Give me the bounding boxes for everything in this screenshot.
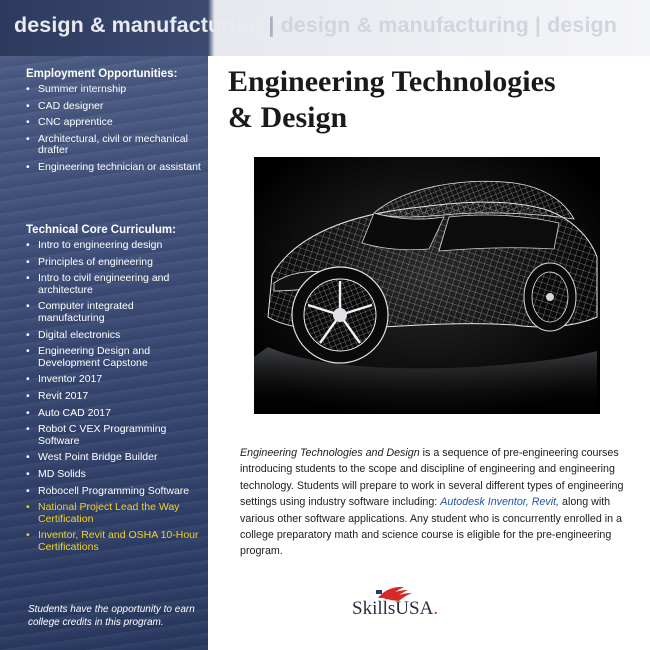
banner-text (14, 13, 617, 38)
skillsusa-logo (352, 584, 472, 624)
employment-heading: Employment Opportunities: (26, 68, 178, 80)
description-lead: Engineering Technologies and Design (240, 447, 420, 459)
logo-wordmark (352, 598, 438, 620)
logo-text: SkillsUSA (352, 598, 434, 619)
curriculum-item: • Robocell Programming Software (26, 486, 202, 498)
curriculum-item: • Computer integrated manufacturing (26, 301, 202, 324)
curriculum-item: • West Point Bridge Builder (26, 452, 202, 464)
banner-segment: design (547, 13, 618, 37)
curriculum-item: • Robot C VEX Programming Software (26, 424, 202, 447)
college-credits-note: Students have the opportunity to earn college credits in this program. (28, 604, 195, 628)
certification-item: • National Project Lead the Way Certification (26, 502, 202, 525)
logo-mark: . (433, 598, 439, 619)
banner-segment: design & manufacturing (14, 13, 263, 37)
employment-item: • Summer internship (26, 84, 202, 96)
employment-section (26, 68, 202, 179)
banner-segment: design & manufacturing (280, 13, 529, 37)
program-description (240, 445, 630, 560)
rear-wheel (524, 263, 576, 331)
employment-item: • CAD designer (26, 101, 202, 113)
front-wheel (292, 267, 388, 363)
curriculum-section (26, 224, 202, 558)
employment-item: • Architectural, civil or mechanical drafter (26, 134, 202, 157)
sidebar (0, 56, 208, 650)
certification-item: • Inventor, Revit and OSHA 10-Hour Certifications (26, 530, 202, 553)
description-part-1: is a sequence of pre-engineering courses introducing students to the scope and discipline of engineering and engineering technology. Students will prepare to work in several different types of engineering settings using industry software including: (240, 447, 624, 509)
car-wireframe-svg (254, 157, 600, 414)
curriculum-heading: Technical Core Curriculum: (26, 224, 176, 236)
curriculum-item: • Engineering Design and Development Capstone (26, 346, 202, 369)
curriculum-item: • Principles of engineering (26, 257, 202, 269)
employment-list (26, 84, 202, 174)
curriculum-item: • Inventor 2017 (26, 374, 202, 386)
software-names: Autodesk Inventor, Revit, (440, 496, 560, 509)
banner-separator: | (268, 13, 275, 37)
wireframe-car-image (254, 157, 600, 414)
page-title (228, 64, 638, 136)
top-banner (0, 0, 650, 56)
curriculum-item: • Revit 2017 (26, 391, 202, 403)
banner-separator: | (534, 13, 542, 37)
curriculum-item: • MD Solids (26, 469, 202, 481)
title-line-1: Engineering Technologies (228, 65, 556, 98)
description-part-2: along with various other software applications. Any student who is concurrently enrolled in a college preparatory math and science course is eligible for the pre-engineering program. (240, 496, 622, 558)
curriculum-item: • Digital electronics (26, 330, 202, 342)
curriculum-item: • Intro to civil engineering and architecture (26, 273, 202, 296)
employment-item: • CNC apprentice (26, 117, 202, 129)
curriculum-item: • Auto CAD 2017 (26, 408, 202, 420)
curriculum-item: • Intro to engineering design (26, 240, 202, 252)
employment-item: • Engineering technician or assistant (26, 162, 202, 174)
curriculum-list (26, 240, 202, 553)
title-line-2: & Design (228, 101, 348, 134)
